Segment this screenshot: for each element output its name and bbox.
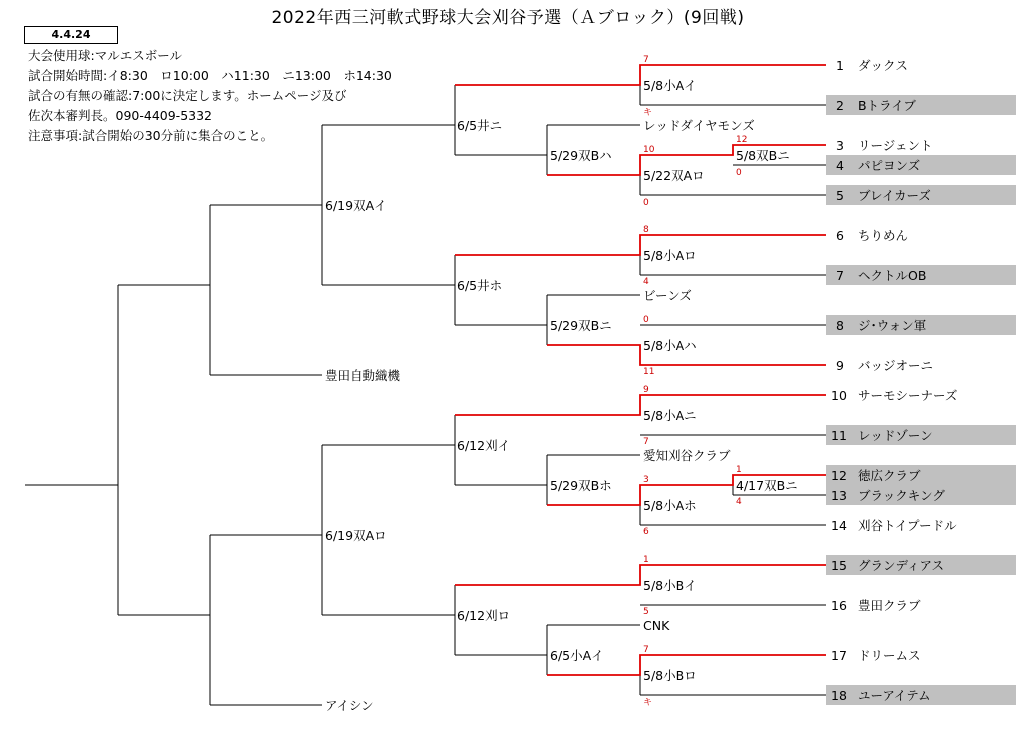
info-line-confirm: 試合の有無の確認:7:00に決定します。ホームページ及び xyxy=(28,88,347,103)
team-band-2 xyxy=(826,95,1016,115)
match-label: 6/5小Aイ xyxy=(550,648,604,663)
info-line-notes: 注意事項:試合開始の30分前に集合のこと。 xyxy=(28,128,274,143)
seed-team: ビーンズ xyxy=(643,288,692,303)
team-number: 11 xyxy=(831,428,847,443)
match-label: 5/8小Aイ xyxy=(643,78,697,93)
team-band-4 xyxy=(826,155,1016,175)
score: 1 xyxy=(736,465,742,475)
team-number: 6 xyxy=(836,228,844,243)
info-line-umpire: 佐次本審判長。090-4409-5332 xyxy=(28,108,213,123)
seed-team: レッドダイヤモンズ xyxy=(643,118,755,133)
score: 8 xyxy=(643,225,649,235)
team-name: パピヨンズ xyxy=(858,158,921,173)
seed-team: 愛知刈谷クラブ xyxy=(643,448,731,463)
match-label: 6/19双Aロ xyxy=(325,528,387,543)
team-number: 17 xyxy=(831,648,847,663)
team-name: グランディアス xyxy=(858,558,945,573)
team-name: ユーアイテム xyxy=(858,688,931,703)
score: 5 xyxy=(643,607,649,617)
team-number: 9 xyxy=(836,358,844,373)
team-number: 3 xyxy=(836,138,844,153)
team-name: ヘクトルOB xyxy=(858,268,927,283)
team-number: 1 xyxy=(836,58,844,73)
team-name: 徳広クラブ xyxy=(858,468,921,483)
team-name: リージェント xyxy=(858,138,933,153)
match-label: 5/8小Bイ xyxy=(643,578,697,593)
team-name: ドリームス xyxy=(858,648,921,663)
team-name: 豊田クラブ xyxy=(858,598,921,613)
info-line-ball: 大会使用球:マルエスボール xyxy=(28,48,182,63)
score: 12 xyxy=(736,135,748,145)
match-label: 5/8小Aニ xyxy=(643,408,697,423)
info-line-times: 試合開始時間:イ8:30 ロ10:00 ハ11:30 ニ13:00 ホ14:30 xyxy=(28,68,392,83)
team-number: 4 xyxy=(836,158,844,173)
match-label: 6/12刈ロ xyxy=(457,608,511,623)
score: 7 xyxy=(643,437,649,447)
match-label: 5/29双Bホ xyxy=(550,478,612,493)
score: キ xyxy=(643,698,653,708)
team-name: ダックス xyxy=(858,58,908,73)
seed-team: CNK xyxy=(643,618,670,633)
team-name: レッドゾーン xyxy=(858,428,933,443)
match-label: 5/8小Bロ xyxy=(643,668,697,683)
score: 0 xyxy=(643,198,649,208)
team-number: 14 xyxy=(831,518,847,533)
team-name: Bトライブ xyxy=(858,98,916,113)
match-label: 5/8双Bニ xyxy=(736,148,790,163)
team-number: 10 xyxy=(831,388,847,403)
score: 0 xyxy=(643,315,649,325)
score: 3 xyxy=(643,475,649,485)
match-label: 5/29双Bニ xyxy=(550,318,612,333)
match-label: 5/8小Aロ xyxy=(643,248,697,263)
team-name: ブラックキング xyxy=(858,488,945,503)
match-label: 4/17双Bニ xyxy=(736,478,798,493)
match-label: 6/19双Aイ xyxy=(325,198,387,213)
match-label: 6/5井ニ xyxy=(457,118,503,133)
score: 7 xyxy=(643,55,649,65)
score: 10 xyxy=(643,145,655,155)
match-label: 5/29双Bハ xyxy=(550,148,612,163)
page-title: 2022年西三河軟式野球大会刈谷予選（Ａブロック）(9回戦) xyxy=(271,8,745,28)
match-label: 5/22双Aロ xyxy=(643,168,705,183)
score: 7 xyxy=(643,645,649,655)
score: 11 xyxy=(643,367,655,377)
team-name: サーモシーナーズ xyxy=(858,388,958,403)
score: 6 xyxy=(643,527,649,537)
team-number: 18 xyxy=(831,688,847,703)
team-number: 16 xyxy=(831,598,847,613)
team-name: 刈谷トイプードル xyxy=(858,518,957,533)
team-number: 12 xyxy=(831,468,847,483)
team-name: ブレイカーズ xyxy=(858,188,931,203)
team-name: ちりめん xyxy=(858,228,909,243)
team-name: バッジオーニ xyxy=(858,358,934,373)
seed-team: アイシン xyxy=(325,698,374,713)
score: 9 xyxy=(643,385,649,395)
team-name: ジ･ウォン軍 xyxy=(858,318,927,333)
team-list xyxy=(831,58,957,703)
team-number: 15 xyxy=(831,558,847,573)
score: キ xyxy=(643,108,653,118)
score: 4 xyxy=(736,497,742,507)
match-label: 6/5井ホ xyxy=(457,278,503,293)
seed-team: 豊田自動織機 xyxy=(325,368,401,383)
score: 4 xyxy=(643,277,649,287)
match-label: 5/8小Aホ xyxy=(643,498,697,513)
team-number: 8 xyxy=(836,318,844,333)
team-number: 2 xyxy=(836,98,844,113)
match-label: 6/12刈イ xyxy=(457,438,511,453)
score: 0 xyxy=(736,168,742,178)
team-number: 13 xyxy=(831,488,847,503)
team-number: 5 xyxy=(836,188,844,203)
score: 1 xyxy=(643,555,649,565)
match-label: 5/8小Aハ xyxy=(643,338,697,353)
date-box: 4.4.24 xyxy=(24,26,118,44)
team-number: 7 xyxy=(836,268,844,283)
